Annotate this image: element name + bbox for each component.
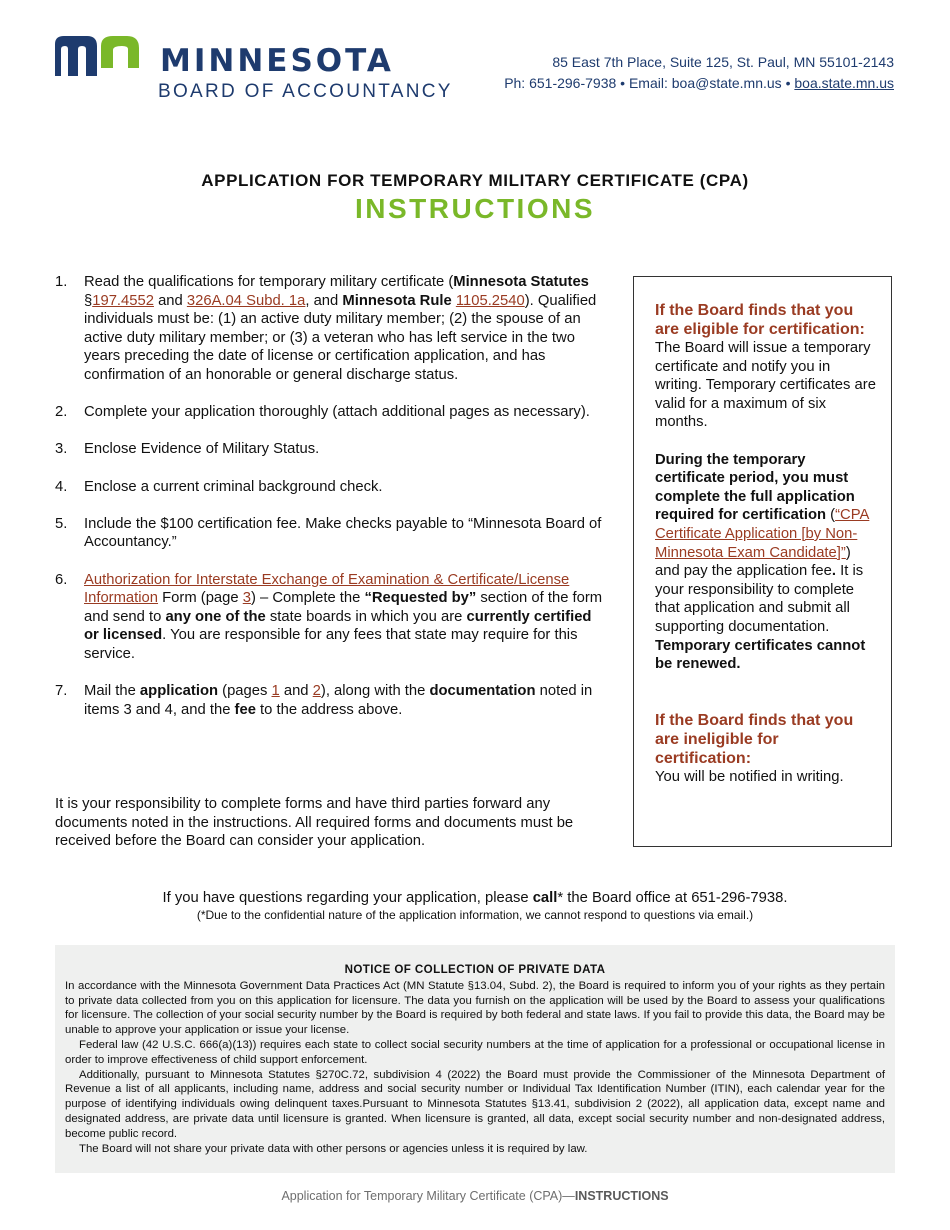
box-bold: .: [831, 563, 837, 580]
page-footer: [0, 1189, 950, 1203]
step-number: 4.: [55, 478, 68, 495]
eligible-heading: If the Board finds that you are eligible for certification:: [655, 302, 865, 338]
step-number: 6.: [55, 571, 68, 588]
questions-bold: call: [532, 890, 558, 906]
contact-block: [504, 52, 894, 94]
step-2: [55, 403, 610, 422]
website-link[interactable]: boa.state.mn.us: [794, 75, 894, 91]
step-number: 2.: [55, 404, 68, 421]
questions-text: * the Board office at 651-296-7938.: [557, 890, 788, 906]
step-text: Enclose Evidence of Military Status.: [84, 441, 320, 458]
page-3-link[interactable]: 3: [242, 590, 251, 607]
box-text: ) and pay the application fee: [655, 544, 851, 580]
step-3: [55, 440, 610, 459]
notice-title: NOTICE OF COLLECTION OF PRIVATE DATA: [344, 963, 606, 976]
private-data-notice: [55, 945, 895, 1173]
instruction-steps: [55, 273, 610, 738]
authorization-form-link[interactable]: Authorization for Interstate Exchange of Examination & Certificate/License Information: [84, 571, 570, 607]
page-1-link[interactable]: 1: [271, 683, 280, 700]
page-2-link[interactable]: 2: [312, 683, 321, 700]
cpa-application-link[interactable]: “CPA Certificate Application [by Non-Minnesota Exam Candidate]”: [655, 507, 870, 561]
questions-text: If you have questions regarding your application, please: [162, 890, 533, 906]
step-text: (pages: [218, 683, 272, 700]
footer-text: Application for Temporary Military Certificate (CPA)—: [281, 1189, 575, 1203]
step-text: ) – Complete the: [250, 590, 365, 607]
step-bold: application: [139, 683, 219, 700]
eligible-text: The Board will issue a temporary certificate and notify you in writing. Temporary certificates are valid for a maximum of six months.: [655, 340, 876, 431]
footer-bold: INSTRUCTIONS: [574, 1189, 669, 1203]
statute-326a-link[interactable]: 326A.04 Subd. 1a: [186, 292, 306, 309]
step-bold: any one of the: [165, 608, 266, 625]
statute-197-link[interactable]: 197.4552: [92, 292, 154, 309]
questions-line: [0, 889, 950, 908]
step-bold: “Requested by”: [364, 590, 477, 607]
step-text: Complete your application thoroughly (attach additional pages as necessary).: [84, 404, 590, 421]
org-name: MINNESOTA: [160, 43, 394, 79]
rule-1105-link[interactable]: 1105.2540: [455, 292, 525, 309]
form-title: APPLICATION FOR TEMPORARY MILITARY CERTIFICATE (CPA): [201, 171, 749, 190]
step-number: 1.: [55, 274, 68, 290]
questions-note: (*Due to the confidential nature of the application information, we cannot respond to questions via email.): [196, 908, 754, 922]
step-1: [55, 273, 610, 385]
step-5: [55, 515, 610, 552]
address: 85 East 7th Place, Suite 125, St. Paul, MN 55101-2143: [552, 54, 894, 70]
notice-paragraph-1: In accordance with the Minnesota Government Data Practices Act (MN Statute §13.04, Subd. 2), the Board is required to inform you of your rights as they pertain to private data collected from you on this application for licensure. The data you furnish on the application will be used by the Board to assess your qualifications for licensure. The collection of your social security number by the Board is required by both federal and state laws. If you fail to provide this data, the Board may be unable to approve your application or issue your license.: [65, 979, 885, 1037]
step-text: . You are responsible for any fees that state may require for this service.: [84, 627, 578, 662]
cannot-renew-text: Temporary certificates cannot be renewed.: [655, 637, 866, 673]
notice-paragraph-4: The Board will not share your private data with other persons or agencies unless it is required by law.: [79, 1142, 588, 1155]
certification-info-box: [633, 276, 892, 847]
step-bold: currently certified or licensed: [84, 608, 592, 644]
step-text: and: [279, 683, 313, 700]
step-text: Include the $100 certification fee. Make checks payable to “Minnesota Board of Accountancy.”: [84, 515, 602, 551]
step-text: ), along with the: [320, 683, 430, 700]
step-bold: documentation: [429, 683, 536, 700]
responsibility-paragraph: It is your responsibility to complete forms and have third parties forward any documents noted in the instructions. All required forms and documents must be received before the Board can consider your application.: [55, 796, 574, 850]
step-bold: fee: [234, 701, 256, 718]
notice-paragraph-3: Additionally, pursuant to Minnesota Statutes §270C.72, subdivision 4 (2022) the Board must provide the Commissioner of the Minnesota Department of Revenue a list of all applicants, including name, address and social security number or Individual Tax Identification Number (ITIN), each calendar year for the purpose of identifying individuals owing delinquent taxes.Pursuant to Minnesota Statutes §13.41, subdivision 2 (2022), all application data, except name and designated address, are private data until licensure is granted. When licensure is granted, all data, except social security number and non-designated address, become public record.: [65, 1068, 885, 1140]
step-text: to the address above.: [255, 701, 403, 718]
section-title: INSTRUCTIONS: [355, 193, 595, 224]
step-text: §: [84, 292, 93, 309]
org-subtitle: BOARD OF ACCOUNTANCY: [158, 81, 453, 102]
step-4: [55, 478, 610, 497]
step-bold: Minnesota Rule: [342, 292, 452, 309]
step-6: [55, 571, 610, 664]
step-number: 5.: [55, 515, 68, 532]
ineligible-heading: If the Board finds that you are ineligible for certification:: [655, 711, 854, 767]
step-text: section of the form and send to: [84, 590, 603, 625]
step-text: Read the qualifications for temporary military certificate (: [84, 274, 454, 290]
step-text: ). Qualified individuals must be: (1) an active duty military member; (2) the spouse of an active duty military member; or (3) a veteran who has left service in the two years preceding the date of license or certification application, and has confirmation of an honorable or general discharge status.: [84, 292, 597, 383]
board-logo: [55, 36, 455, 106]
box-text: It is your responsibility to complete that application and submit all supporting documentation.: [655, 563, 864, 635]
step-text: noted in items 3 and 4, and the: [84, 683, 593, 718]
step-bold: Minnesota Statutes: [453, 274, 589, 290]
during-bold: During the temporary certificate period, you must complete the full application required for certification: [655, 451, 855, 524]
step-number: 3.: [55, 441, 68, 458]
step-text: Mail the: [84, 683, 140, 700]
step-text: Enclose a current criminal background check.: [84, 478, 383, 495]
step-text: , and: [305, 292, 343, 309]
phone-email: Ph: 651-296-7938 • Email: boa@state.mn.us •: [504, 75, 791, 91]
during-period-block: [655, 451, 877, 674]
notice-paragraph-2: Federal law (42 U.S.C. 666(a)(13)) requires each state to collect social security numbers at the time of application for a professional or occupational license in order to improve effectiveness of child support enforcement.: [65, 1038, 885, 1066]
step-number: 7.: [55, 683, 68, 700]
mn-logo-mark-icon: [55, 36, 141, 76]
step-7: [55, 682, 610, 719]
step-text: state boards in which you are: [265, 608, 467, 625]
phone-email-line: [504, 73, 894, 94]
box-text: (: [826, 507, 836, 524]
step-text: and: [153, 292, 187, 309]
ineligible-text: You will be notified in writing.: [655, 768, 844, 785]
step-text: Form (page: [158, 590, 243, 607]
